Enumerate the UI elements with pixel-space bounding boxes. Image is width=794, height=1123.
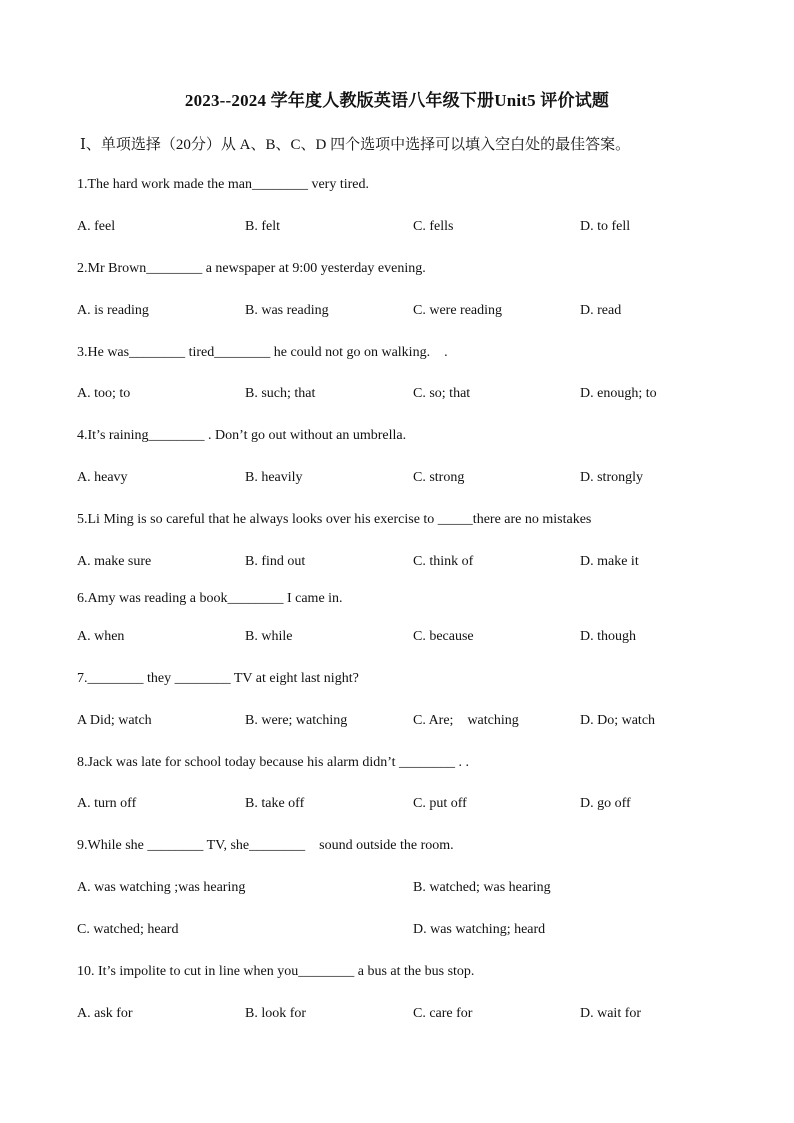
q2-option-b: B. was reading [245, 303, 329, 318]
question-7: 7.________ they ________ TV at eight last night? [77, 671, 359, 686]
q2-option-d: D. read [580, 303, 622, 318]
q3-option-d: D. enough; to [580, 386, 657, 401]
q7-option-b: B. were; watching [245, 713, 348, 728]
question-9: 9.While she ________ TV, she________ sound outside the room. [77, 838, 454, 853]
q7-option-d: D. Do; watch [580, 713, 656, 728]
q5-option-c: C. think of [413, 554, 474, 569]
q3-option-b: B. such; that [245, 386, 316, 401]
q3-option-c: C. so; that [413, 386, 471, 401]
q8-option-a: A. turn off [77, 796, 137, 811]
question-3: 3.He was________ tired________ he could not go on walking. . [77, 345, 448, 360]
q3-option-a: A. too; to [77, 386, 131, 401]
q6-option-b: B. while [245, 629, 293, 644]
q7-option-a: A Did; watch [77, 713, 152, 728]
q2-option-c: C. were reading [413, 303, 503, 318]
q4-option-b: B. heavily [245, 470, 303, 485]
q10-option-d: D. wait for [580, 1006, 642, 1021]
q1-option-d: D. to fell [580, 219, 631, 234]
q10-option-b: B. look for [245, 1006, 307, 1021]
q6-option-d: D. though [580, 629, 636, 644]
q9-option-d: D. was watching; heard [413, 922, 546, 937]
q5-option-b: B. find out [245, 554, 306, 569]
q1-option-a: A. feel [77, 219, 116, 234]
page-title: 2023--2024 学年度人教版英语八年级下册Unit5 评价试题 [184, 91, 610, 110]
q5-option-d: D. make it [580, 554, 639, 569]
q4-option-d: D. strongly [580, 470, 643, 485]
question-1: 1.The hard work made the man________ very tired. [77, 177, 369, 192]
question-8: 8.Jack was late for school today because his alarm didn’t ________ . . [77, 755, 470, 770]
q4-option-c: C. strong [413, 470, 465, 485]
q6-option-c: C. because [413, 629, 474, 644]
question-6: 6.Amy was reading a book________ I came in. [77, 591, 343, 606]
q4-option-a: A. heavy [77, 470, 128, 485]
q9-option-b: B. watched; was hearing [413, 880, 551, 895]
question-2: 2.Mr Brown________ a newspaper at 9:00 yesterday evening. [77, 261, 426, 276]
question-4: 4.It’s raining________ . Don’t go out without an umbrella. [77, 428, 407, 443]
q8-option-c: C. put off [413, 796, 467, 811]
q2-option-a: A. is reading [77, 303, 149, 318]
q10-option-a: A. ask for [77, 1006, 133, 1021]
q8-option-b: B. take off [245, 796, 305, 811]
question-10: 10. It’s impolite to cut in line when you________ a bus at the bus stop. [77, 964, 475, 979]
question-5: 5.Li Ming is so careful that he always looks over his exercise to _____there are no mistakes [77, 512, 592, 527]
q10-option-c: C. care for [413, 1006, 473, 1021]
q5-option-a: A. make sure [77, 554, 152, 569]
q1-option-b: B. felt [245, 219, 280, 234]
q9-option-c: C. watched; heard [77, 922, 179, 937]
q1-option-c: C. fells [413, 219, 454, 234]
q8-option-d: D. go off [580, 796, 631, 811]
section-heading: Ⅰ、单项选择（20分）从 A、B、C、D 四个选项中选择可以填入空白处的最佳答案。 [80, 137, 631, 153]
q9-option-a: A. was watching ;was hearing [77, 880, 246, 895]
q6-option-a: A. when [77, 629, 125, 644]
q7-option-c: C. Are; watching [413, 713, 519, 728]
